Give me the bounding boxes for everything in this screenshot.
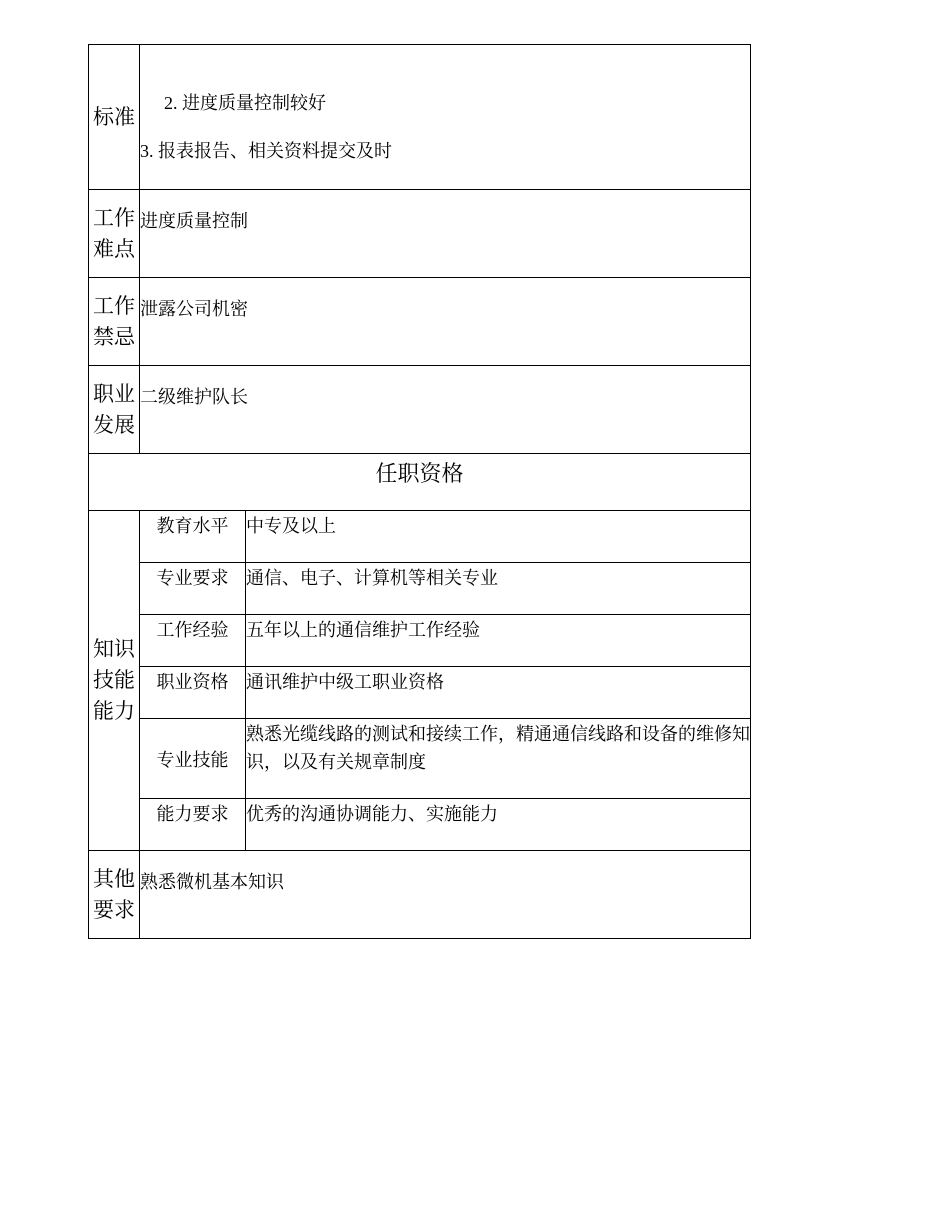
education-value: 中专及以上: [246, 511, 751, 563]
qualification-row: [89, 667, 751, 719]
career-value: 二级维护队长: [140, 366, 751, 454]
ability-value: 优秀的沟通协调能力、实施能力: [246, 799, 751, 851]
other-row: [89, 851, 751, 939]
qualification-row: [89, 719, 751, 799]
taboo-label: 工作禁忌: [89, 278, 140, 366]
career-row: [89, 366, 751, 454]
difficulty-label: 工作难点: [89, 190, 140, 278]
standard-label: 标准: [89, 45, 140, 190]
job-description-table: [88, 44, 751, 939]
standard-value: [140, 45, 751, 190]
qualification-row: [89, 511, 751, 563]
education-label: 教育水平: [140, 511, 246, 563]
qualification-row: [89, 799, 751, 851]
experience-value: 五年以上的通信维护工作经验: [246, 615, 751, 667]
standard-line-3: 3. 报表报告、相关资料提交及时: [140, 141, 392, 161]
difficulty-value: 进度质量控制: [140, 190, 751, 278]
skills-label: 专业技能: [140, 719, 246, 799]
experience-label: 工作经验: [140, 615, 246, 667]
ability-label: 能力要求: [140, 799, 246, 851]
other-label: 其他要求: [89, 851, 140, 939]
qualifications-title: 任职资格: [89, 454, 751, 511]
knowledge-skills-label: 知识技能能力: [89, 511, 140, 851]
career-label: 职业发展: [89, 366, 140, 454]
taboo-value: 泄露公司机密: [140, 278, 751, 366]
standard-line-2: 2. 进度质量控制较好: [164, 93, 326, 113]
taboo-row: [89, 278, 751, 366]
certification-label: 职业资格: [140, 667, 246, 719]
qualifications-header-row: [89, 454, 751, 511]
qualification-row: [89, 563, 751, 615]
major-label: 专业要求: [140, 563, 246, 615]
standard-row: [89, 45, 751, 190]
other-value: 熟悉微机基本知识: [140, 851, 751, 939]
qualification-row: [89, 615, 751, 667]
certification-value: 通讯维护中级工职业资格: [246, 667, 751, 719]
skills-value: 熟悉光缆线路的测试和接续工作，精通通信线路和设备的维修知识，以及有关规章制度: [246, 719, 751, 799]
difficulty-row: [89, 190, 751, 278]
major-value: 通信、电子、计算机等相关专业: [246, 563, 751, 615]
